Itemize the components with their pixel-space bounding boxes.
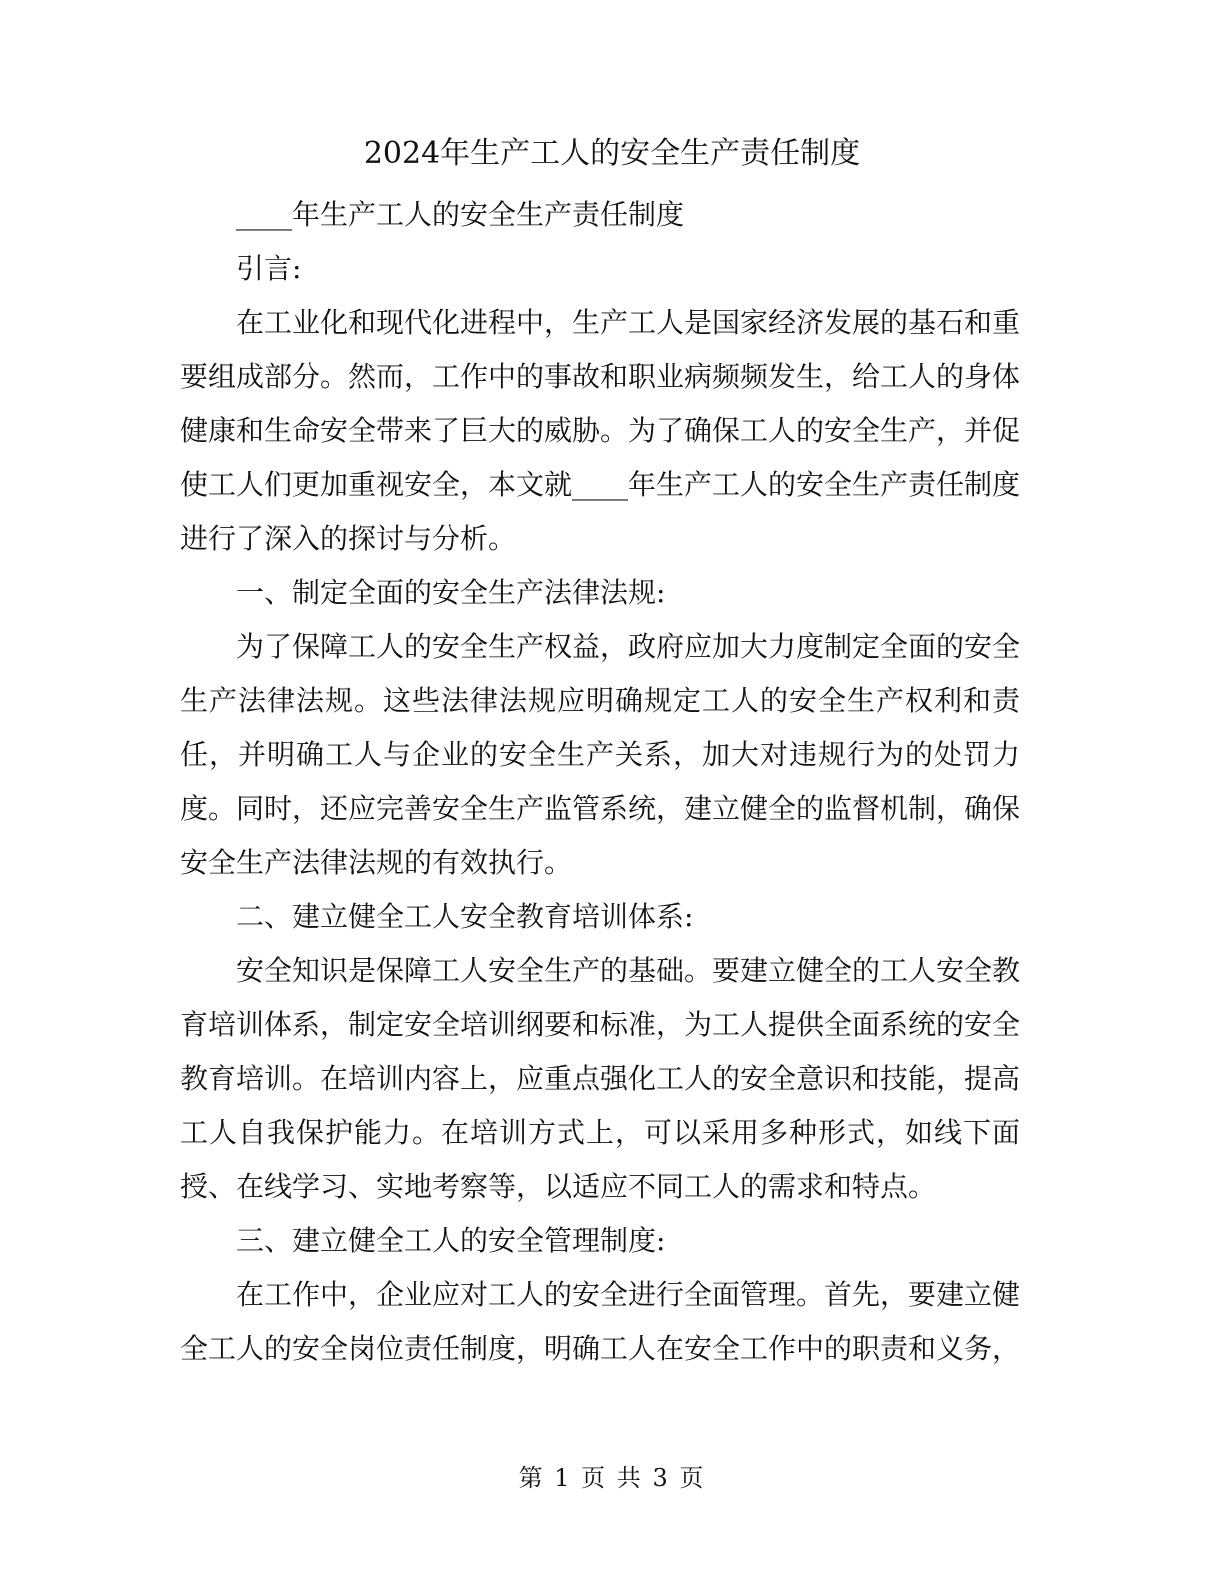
- paragraph-section-2: 安全知识是保障工人安全生产的基础。要建立健全的工人安全教育培训体系，制定安全培训纲要和标准，为工人提供全面系统的安全教育培训。在培训内容上，应重点强化工人的安全意识和技能，提高工人自我保护能力。在培训方式上，可以采用多种形式，如线下面授、在线学习、实地考察等，以适应不同工人的需求和特点。: [180, 954, 1021, 1203]
- paragraph-section-3: 在工作中，企业应对工人的安全进行全面管理。首先，要建立健全工人的安全岗位责任制度，明确工人在安全工作中的职责和义务，: [180, 1278, 1021, 1365]
- section-heading-3: 三、建立健全工人的安全管理制度:: [236, 1224, 666, 1257]
- document-body: [180, 188, 1020, 1376]
- paragraph-subtitle: ____年生产工人的安全生产责任制度: [236, 198, 685, 231]
- document-title: 2024年生产工人的安全生产责任制度: [363, 136, 861, 171]
- paragraph-intro: 在工业化和现代化进程中，生产工人是国家经济发展的基石和重要组成部分。然而，工作中的事故和职业病频频发生，给工人的身体健康和生命安全带来了巨大的威胁。为了确保工人的安全生产，并促使工人们更加重视安全，本文就____年生产工人的安全生产责任制度进行了深入的探讨与分析。: [180, 306, 1021, 555]
- paragraph-intro-heading: 引言:: [236, 252, 302, 285]
- page-number: 第 1 页 共 3 页: [518, 1464, 706, 1492]
- section-heading-2: 二、建立健全工人安全教育培训体系:: [236, 900, 694, 933]
- paragraph-section-1: 为了保障工人的安全生产权益，政府应加大力度制定全面的安全生产法律法规。这些法律法规应明确规定工人的安全生产权利和责任，并明确工人与企业的安全生产关系，加大对违规行为的处罚力度。同时，还应完善安全生产监管系统，建立健全的监督机制，确保安全生产法律法规的有效执行。: [180, 630, 1021, 879]
- section-heading-1: 一、制定全面的安全生产法律法规:: [236, 576, 666, 609]
